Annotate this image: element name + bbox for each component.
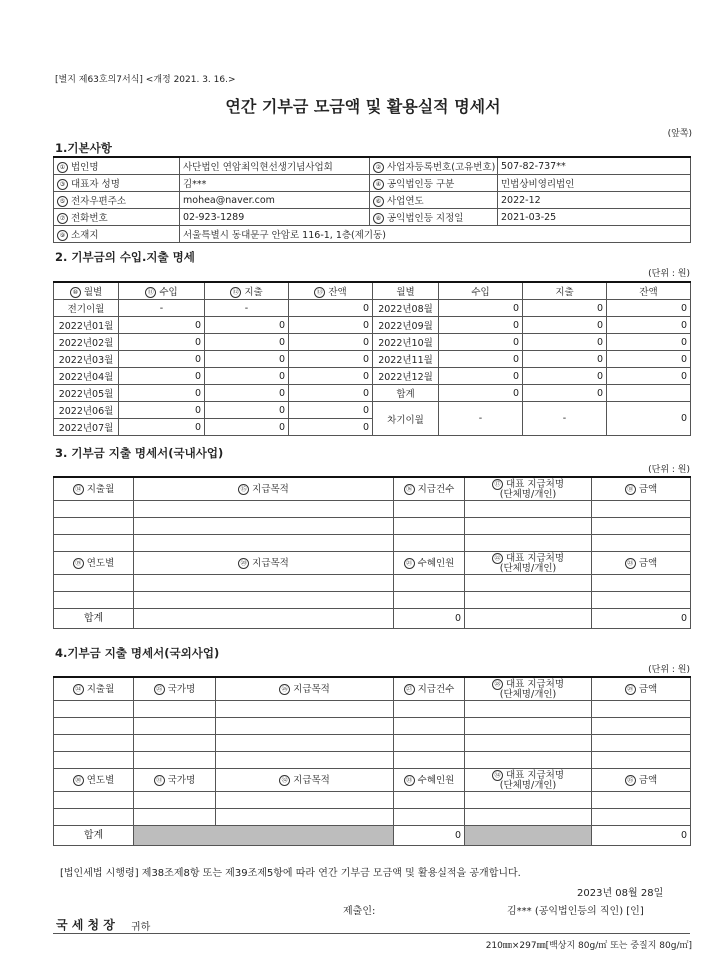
circled-number: ㉙ — [625, 684, 636, 695]
column-header: 수혜인원 — [417, 774, 455, 786]
expense-cell: 0 — [205, 317, 289, 334]
column-header: 지급목적 — [293, 774, 330, 786]
expense-cell: 0 — [523, 334, 607, 351]
section3-title: 3. 기부금 지출 명세서(국내사업) — [55, 446, 224, 460]
field-value: 507-82-737** — [498, 157, 691, 175]
balance-cell: 0 — [289, 300, 373, 317]
circled-number: ㉝ — [404, 775, 415, 786]
column-header: 지급건수 — [417, 683, 455, 695]
column-header: 대표 지급처명 — [505, 552, 565, 564]
section2-title: 2. 기부금의 수입.지출 명세 — [55, 250, 195, 264]
field-label: 사업연도 — [387, 196, 424, 207]
column-header: 지출 — [244, 287, 263, 298]
income-cell: 0 — [119, 351, 205, 368]
field-label: 사업자등록번호(고유번호) — [387, 162, 496, 173]
circled-number: ⑭ — [73, 484, 84, 495]
circled-number: ㉓ — [625, 558, 636, 569]
total-count: 0 — [394, 609, 465, 629]
table-row — [54, 317, 691, 334]
unit-label: (단위 : 원) — [648, 269, 690, 279]
column-header: 잔액 — [607, 282, 691, 300]
table-header-row — [54, 677, 691, 701]
circled-number: ㉒ — [492, 553, 503, 564]
table-row — [54, 334, 691, 351]
balance-cell: 0 — [289, 334, 373, 351]
column-header-sub: (단체명/개인) — [499, 779, 557, 791]
basic-row — [54, 209, 691, 226]
empty-row — [54, 792, 691, 809]
column-header: 대표 지급처명 — [505, 678, 565, 690]
recipient-suffix: 귀하 — [131, 922, 151, 933]
circled-number: ⑦ — [57, 213, 68, 224]
column-header: 지출 — [523, 282, 607, 300]
income-cell: 0 — [439, 351, 523, 368]
basic-row — [54, 175, 691, 192]
field-label: 전화번호 — [71, 213, 108, 224]
total-label: 합계 — [54, 826, 134, 846]
circled-number: ㉘ — [492, 679, 503, 690]
circled-number: ④ — [373, 179, 384, 190]
circled-number: ⑰ — [492, 479, 503, 490]
expense-cell: 0 — [523, 385, 607, 402]
footer-divider — [53, 933, 690, 934]
circled-number: ㉕ — [154, 684, 165, 695]
income-cell: 0 — [119, 368, 205, 385]
empty-row — [54, 735, 691, 752]
table-header-row — [54, 769, 691, 792]
table-row — [54, 368, 691, 385]
income-expense-table — [53, 281, 691, 436]
circled-number: ㉑ — [404, 558, 415, 569]
expense-cell: 0 — [205, 402, 289, 419]
carry-balance: 0 — [607, 402, 691, 436]
balance-cell: 0 — [289, 368, 373, 385]
column-header: 월별 — [83, 287, 103, 298]
address-row — [54, 226, 691, 243]
column-header: 연도별 — [86, 557, 115, 569]
field-value: 02-923-1289 — [180, 209, 370, 226]
income-cell: 0 — [439, 334, 523, 351]
legal-notice: [법인세법 시행령] 제38조제8항 또는 제39조제5항에 따라 연간 기부금 모금액 및 활용실적을 공개합니다. — [60, 868, 521, 879]
column-header: 금액 — [638, 683, 658, 695]
balance-cell: 0 — [289, 385, 373, 402]
month-cell: 2022년05월 — [54, 385, 119, 402]
unit-label: (단위 : 원) — [648, 665, 690, 675]
table-row — [54, 300, 691, 317]
field-value: 김*** — [180, 175, 370, 192]
field-label: 대표자 성명 — [71, 179, 120, 190]
paper-spec: 210㎜×297㎜[백상지 80g/㎡ 또는 중질지 80g/㎡] — [485, 941, 692, 951]
circled-number: ㉚ — [73, 775, 84, 786]
expense-cell: 0 — [523, 368, 607, 385]
field-value: mohea@naver.com — [180, 192, 370, 209]
carry-expense: - — [523, 402, 607, 436]
month-cell: 전기이월 — [54, 300, 119, 317]
circled-number: ⑥ — [373, 196, 384, 207]
column-header: 지출월 — [86, 483, 115, 495]
field-label: 전자우편주소 — [71, 196, 127, 207]
column-header: 월별 — [373, 282, 439, 300]
balance-cell: 0 — [607, 368, 691, 385]
expense-cell: - — [205, 300, 289, 317]
total-amount: 0 — [592, 609, 691, 629]
form-number: [별지 제63호의7서식] <개정 2021. 3. 16.> — [55, 75, 236, 85]
balance-cell: 0 — [607, 317, 691, 334]
table-row — [54, 351, 691, 368]
circled-number: ⑪ — [145, 287, 156, 298]
expense-cell: 0 — [205, 385, 289, 402]
month-cell: 2022년08월 — [373, 300, 439, 317]
field-label: 법인명 — [71, 162, 99, 173]
field-value: 민법상비영리법인 — [498, 175, 691, 192]
circled-number: ⑮ — [238, 484, 249, 495]
column-header: 대표 지급처명 — [505, 769, 565, 781]
total-amount: 0 — [592, 826, 691, 846]
unit-label: (단위 : 원) — [648, 465, 690, 475]
field-value: 2022-12 — [498, 192, 691, 209]
column-header: 수입 — [159, 287, 178, 298]
empty-row — [54, 501, 691, 518]
balance-cell: 0 — [607, 300, 691, 317]
income-expense-body — [54, 300, 691, 436]
income-cell: 0 — [119, 317, 205, 334]
field-label: 공익법인등 구분 — [387, 179, 455, 190]
month-cell: 2022년01월 — [54, 317, 119, 334]
income-cell: - — [119, 300, 205, 317]
balance-cell: 0 — [289, 351, 373, 368]
carry-label: 차기이월 — [373, 402, 439, 436]
circled-number: ㉔ — [73, 684, 84, 695]
column-header-sub: (단체명/개인) — [499, 562, 557, 574]
table-header-row — [54, 282, 691, 300]
income-cell: 0 — [119, 334, 205, 351]
circled-number: ㉗ — [404, 684, 415, 695]
column-header: 지급목적 — [252, 483, 289, 495]
table-row — [54, 402, 691, 419]
circled-number: ② — [373, 162, 384, 173]
month-cell: 2022년12월 — [373, 368, 439, 385]
document-title: 연간 기부금 모금액 및 활용실적 명세서 — [225, 97, 501, 116]
column-header: 수혜인원 — [417, 557, 455, 569]
month-cell: 2022년07월 — [54, 419, 119, 436]
column-header: 지급목적 — [293, 683, 330, 695]
income-cell: 0 — [119, 385, 205, 402]
column-header: 지급건수 — [417, 483, 455, 495]
field-label: 공익법인등 지정일 — [387, 213, 464, 224]
column-header: 연도별 — [86, 774, 115, 786]
balance-cell: 0 — [289, 402, 373, 419]
column-header: 지출월 — [86, 683, 115, 695]
circled-number: ㉛ — [154, 775, 165, 786]
income-cell: 0 — [119, 419, 205, 436]
expense-cell: 0 — [523, 317, 607, 334]
balance-cell: 0 — [289, 317, 373, 334]
expense-cell: 0 — [523, 300, 607, 317]
income-cell: 0 — [439, 385, 523, 402]
field-value: 2021-03-25 — [498, 209, 691, 226]
column-header: 금액 — [638, 557, 658, 569]
submitter-name: 김*** (공익법인등의 직인) [인] — [507, 906, 644, 917]
domestic-expense-table — [53, 476, 691, 629]
empty-row — [54, 752, 691, 769]
income-cell: 0 — [439, 300, 523, 317]
circled-number: ⑬ — [314, 287, 325, 298]
total-label: 합계 — [54, 609, 134, 629]
empty-row — [54, 718, 691, 735]
expense-cell: 0 — [205, 419, 289, 436]
empty-row — [54, 592, 691, 609]
circled-number: ⑨ — [57, 230, 68, 241]
circled-number: ① — [57, 162, 68, 173]
month-cell: 2022년06월 — [54, 402, 119, 419]
column-header: 금액 — [638, 774, 658, 786]
section1-title: 1.기본사항 — [55, 141, 112, 155]
field-value: 사단법인 연암최익현선생기념사업회 — [180, 157, 370, 175]
overseas-expense-table — [53, 676, 691, 846]
circled-number: ③ — [57, 179, 68, 190]
month-cell: 2022년10월 — [373, 334, 439, 351]
table-header-row — [54, 477, 691, 501]
circled-number: ⑳ — [238, 558, 249, 569]
circled-number: ㉞ — [492, 770, 503, 781]
submission-date: 2023년 08월 28일 — [577, 888, 664, 899]
month-cell: 합계 — [373, 385, 439, 402]
table-header-row — [54, 552, 691, 575]
circled-number: ⑤ — [57, 196, 68, 207]
circled-number: ⑯ — [404, 484, 415, 495]
page-side: (앞쪽) — [667, 129, 692, 139]
column-header: 수입 — [439, 282, 523, 300]
basic-row — [54, 157, 691, 175]
circled-number: ⑧ — [373, 213, 384, 224]
column-header-sub: (단체명/개인) — [499, 688, 557, 700]
empty-row — [54, 518, 691, 535]
total-row — [54, 609, 691, 629]
table-row — [54, 385, 691, 402]
month-cell: 2022년04월 — [54, 368, 119, 385]
basic-row — [54, 192, 691, 209]
circled-number: ⑲ — [73, 558, 84, 569]
month-cell: 2022년02월 — [54, 334, 119, 351]
address-value: 서울특별시 동대문구 안암로 116-1, 1층(제기동) — [180, 226, 691, 243]
circled-number: ⑩ — [70, 287, 81, 298]
column-header: 금액 — [638, 483, 658, 495]
column-header: 국가명 — [167, 683, 196, 695]
submitter-label: 제출인: — [343, 906, 376, 917]
circled-number: ㉜ — [279, 775, 290, 786]
empty-row — [54, 701, 691, 718]
circled-number: ⑫ — [230, 287, 241, 298]
month-cell: 2022년11월 — [373, 351, 439, 368]
expense-cell: 0 — [205, 334, 289, 351]
empty-row — [54, 535, 691, 552]
expense-cell: 0 — [205, 351, 289, 368]
income-cell: 0 — [439, 317, 523, 334]
column-header: 국가명 — [167, 774, 196, 786]
income-cell: 0 — [439, 368, 523, 385]
circled-number: ㉟ — [625, 775, 636, 786]
balance-cell: 0 — [607, 351, 691, 368]
field-label: 소재지 — [71, 230, 99, 241]
column-header: 지급목적 — [252, 557, 289, 569]
carry-income: - — [439, 402, 523, 436]
income-cell: 0 — [119, 402, 205, 419]
total-row — [54, 826, 691, 846]
expense-cell: 0 — [523, 351, 607, 368]
balance-cell: 0 — [607, 334, 691, 351]
column-header: 대표 지급처명 — [505, 478, 565, 490]
column-header: 잔액 — [328, 287, 347, 298]
month-cell: 2022년03월 — [54, 351, 119, 368]
total-count: 0 — [394, 826, 465, 846]
empty-row — [54, 809, 691, 826]
circled-number: ㉖ — [279, 684, 290, 695]
circled-number: ⑱ — [625, 484, 636, 495]
balance-cell — [607, 385, 691, 402]
column-header-sub: (단체명/개인) — [499, 488, 557, 500]
month-cell: 2022년09월 — [373, 317, 439, 334]
empty-row — [54, 575, 691, 592]
basic-info-table — [53, 156, 691, 243]
expense-cell: 0 — [205, 368, 289, 385]
balance-cell: 0 — [289, 419, 373, 436]
section4-title: 4.기부금 지출 명세서(국외사업) — [55, 646, 220, 660]
recipient: 국 세 청 장 — [56, 918, 115, 932]
